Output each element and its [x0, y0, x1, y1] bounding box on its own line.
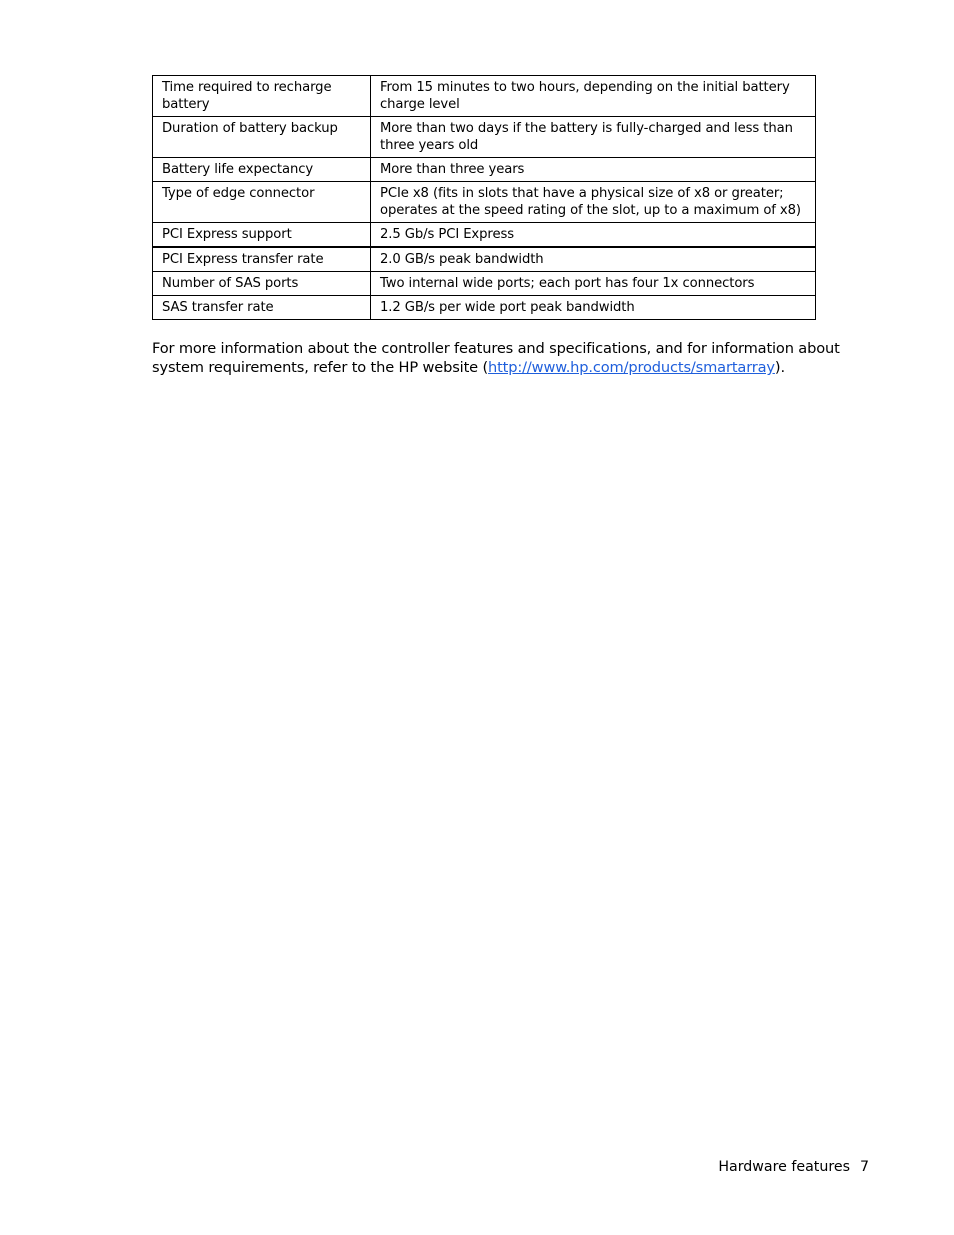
row-value: 2.5 Gb/s PCI Express — [371, 223, 816, 248]
table-row — [153, 272, 816, 296]
page-footer — [718, 1158, 869, 1177]
row-label: Duration of battery backup — [153, 117, 371, 158]
row-value: PCIe x8 (fits in slots that have a physical size of x8 or greater; operates at the speed rating of the slot, up to a maximum of x8) — [371, 182, 816, 223]
table-row — [153, 158, 816, 182]
row-label: Battery life expectancy — [153, 158, 371, 182]
hp-website-link[interactable]: http://www.hp.com/products/smartarray — [488, 359, 775, 376]
row-value: More than three years — [371, 158, 816, 182]
specifications-table — [152, 75, 816, 320]
row-label: PCI Express support — [153, 223, 371, 248]
table-row — [153, 223, 816, 248]
row-label: SAS transfer rate — [153, 296, 371, 320]
row-value: More than two days if the battery is fully-charged and less than three years old — [371, 117, 816, 158]
row-value: 2.0 GB/s peak bandwidth — [371, 247, 816, 272]
row-value: Two internal wide ports; each port has four 1x connectors — [371, 272, 816, 296]
table-row — [153, 117, 816, 158]
row-label: Number of SAS ports — [153, 272, 371, 296]
more-info-paragraph — [152, 339, 852, 377]
info-text-after: ). — [774, 359, 785, 376]
table-row — [153, 76, 816, 117]
page-number: 7 — [859, 1159, 869, 1175]
info-text-before: For more information about the controller features and specifications, and for information about system requirements, refer to the HP website ( — [152, 340, 840, 376]
row-label: Time required to recharge battery — [153, 76, 371, 117]
table-row — [153, 296, 816, 320]
row-label: PCI Express transfer rate — [153, 247, 371, 272]
row-value: 1.2 GB/s per wide port peak bandwidth — [371, 296, 816, 320]
row-label: Type of edge connector — [153, 182, 371, 223]
table-row — [153, 247, 816, 272]
table-row — [153, 182, 816, 223]
row-value: From 15 minutes to two hours, depending on the initial battery charge level — [371, 76, 816, 117]
footer-section-title: Hardware features — [718, 1159, 850, 1175]
